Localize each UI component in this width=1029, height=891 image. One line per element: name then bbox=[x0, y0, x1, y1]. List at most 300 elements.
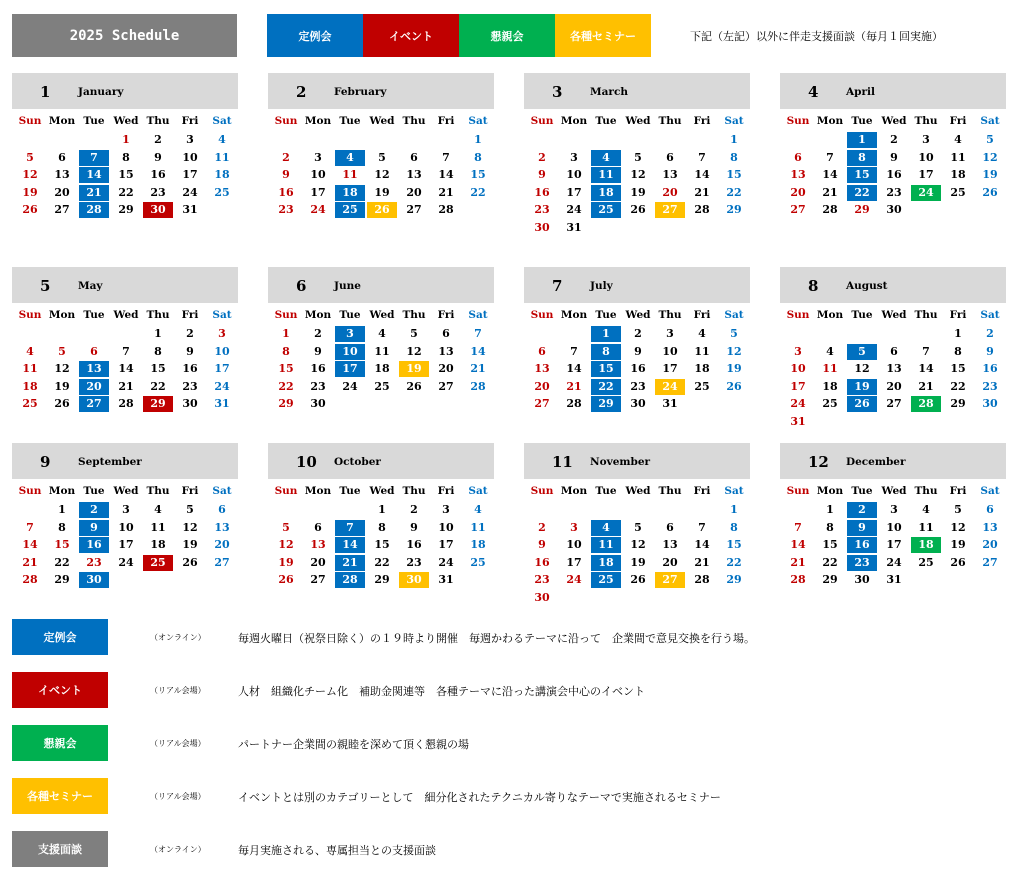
day: 14 bbox=[470, 344, 486, 358]
weekday-thu: Thu bbox=[658, 309, 682, 321]
weekday-mon: Mon bbox=[48, 485, 76, 497]
month-january bbox=[12, 73, 238, 216]
month-august bbox=[780, 267, 1006, 428]
weekday-wed: Wed bbox=[113, 309, 139, 321]
day: 12 bbox=[630, 538, 646, 551]
day: 25 bbox=[22, 397, 38, 410]
day: 6 bbox=[90, 344, 98, 358]
weekday-thu: Thu bbox=[402, 309, 426, 321]
day: 6 bbox=[314, 520, 322, 534]
day: 5 bbox=[730, 327, 738, 340]
day-teirei: 4 bbox=[335, 150, 365, 166]
day: 18 bbox=[150, 538, 166, 551]
day: 9 bbox=[282, 168, 290, 181]
day: 14 bbox=[694, 168, 710, 181]
weekday-mon: Mon bbox=[816, 309, 844, 321]
day: 15 bbox=[54, 538, 70, 551]
weekday-mon: Mon bbox=[48, 309, 76, 321]
day: 26 bbox=[22, 203, 38, 216]
day: 19 bbox=[950, 538, 966, 551]
day: 23 bbox=[630, 379, 646, 393]
day: 4 bbox=[218, 133, 226, 146]
day: 24 bbox=[118, 555, 134, 569]
day: 20 bbox=[662, 555, 678, 569]
month-february bbox=[268, 73, 494, 216]
day: 8 bbox=[154, 344, 162, 358]
day: 8 bbox=[730, 520, 738, 534]
weekday-mon: Mon bbox=[816, 115, 844, 127]
day: 26 bbox=[630, 573, 646, 586]
day: 13 bbox=[214, 520, 230, 534]
category-seminar-description: イベントとは別のカテゴリーとして 細分化されたテクニカル寄りなテーマで実施されるセミナー bbox=[238, 791, 721, 804]
day: 6 bbox=[890, 344, 898, 358]
day: 28 bbox=[566, 397, 582, 410]
day: 5 bbox=[58, 344, 66, 358]
day: 21 bbox=[566, 379, 582, 393]
month-number: 11 bbox=[552, 453, 573, 471]
day-teirei: 14 bbox=[335, 537, 365, 553]
day: 28 bbox=[694, 573, 710, 586]
day: 23 bbox=[182, 379, 198, 393]
day: 7 bbox=[826, 150, 834, 164]
day: 21 bbox=[22, 555, 38, 569]
day: 13 bbox=[982, 520, 998, 534]
day: 15 bbox=[726, 538, 742, 551]
month-name: September bbox=[78, 456, 142, 468]
day-teirei: 2 bbox=[79, 502, 109, 518]
day: 16 bbox=[630, 362, 646, 375]
month-header bbox=[524, 267, 750, 303]
day-konshin: 18 bbox=[911, 537, 941, 553]
day: 7 bbox=[474, 327, 482, 340]
day: 25 bbox=[214, 185, 230, 199]
day: 12 bbox=[22, 168, 38, 181]
month-october bbox=[268, 443, 494, 586]
day: 9 bbox=[410, 520, 418, 534]
day: 26 bbox=[726, 379, 742, 393]
day: 9 bbox=[986, 344, 994, 358]
month-name: June bbox=[334, 280, 361, 292]
day: 20 bbox=[54, 185, 70, 199]
day: 17 bbox=[438, 538, 454, 551]
day: 19 bbox=[982, 168, 998, 181]
month-july bbox=[524, 267, 750, 410]
day: 17 bbox=[566, 555, 582, 569]
day: 23 bbox=[886, 185, 902, 199]
day: 3 bbox=[794, 344, 802, 358]
day: 20 bbox=[790, 185, 806, 199]
day: 29 bbox=[54, 573, 70, 586]
day: 23 bbox=[278, 203, 294, 216]
category-konshin-mode: （リアル会場） bbox=[150, 739, 206, 748]
day-teirei: 26 bbox=[847, 396, 877, 412]
day: 21 bbox=[438, 185, 454, 199]
weekday-sat: Sat bbox=[212, 115, 232, 127]
weekday-sun: Sun bbox=[530, 115, 554, 127]
day: 13 bbox=[438, 344, 454, 358]
day: 6 bbox=[986, 503, 994, 516]
day: 1 bbox=[378, 503, 386, 516]
month-number: 5 bbox=[40, 277, 51, 295]
day: 19 bbox=[182, 538, 198, 551]
day-teirei: 14 bbox=[79, 167, 109, 183]
day: 14 bbox=[918, 362, 934, 375]
day-teirei: 4 bbox=[591, 520, 621, 536]
day-seminar: 30 bbox=[399, 572, 429, 588]
day: 5 bbox=[26, 150, 34, 164]
day-teirei: 23 bbox=[847, 555, 877, 571]
day: 15 bbox=[470, 168, 486, 181]
day: 26 bbox=[406, 379, 422, 393]
weekday-fri: Fri bbox=[437, 309, 455, 321]
day: 19 bbox=[22, 185, 38, 199]
day-seminar: 26 bbox=[367, 202, 397, 218]
day: 22 bbox=[726, 555, 742, 569]
day: 26 bbox=[278, 573, 294, 586]
day: 11 bbox=[950, 150, 966, 164]
day: 17 bbox=[310, 185, 326, 199]
day: 29 bbox=[278, 397, 294, 410]
category-event-badge: イベント bbox=[12, 672, 108, 708]
weekday-wed: Wed bbox=[369, 115, 395, 127]
day: 16 bbox=[310, 362, 326, 375]
day: 24 bbox=[310, 203, 326, 216]
day: 12 bbox=[54, 362, 70, 375]
month-may bbox=[12, 267, 238, 410]
day: 16 bbox=[278, 185, 294, 199]
day: 22 bbox=[822, 555, 838, 569]
day: 30 bbox=[982, 397, 998, 410]
day: 22 bbox=[374, 555, 390, 569]
day: 4 bbox=[26, 344, 34, 358]
day: 13 bbox=[310, 538, 326, 551]
day: 20 bbox=[406, 185, 422, 199]
category-shien-mode: （オンライン） bbox=[150, 845, 206, 854]
weekday-wed: Wed bbox=[113, 485, 139, 497]
day: 11 bbox=[214, 150, 230, 164]
weekday-thu: Thu bbox=[914, 485, 938, 497]
legend-event: イベント bbox=[363, 14, 459, 57]
weekday-wed: Wed bbox=[881, 309, 907, 321]
day: 10 bbox=[182, 150, 198, 164]
day: 13 bbox=[534, 362, 550, 375]
day-teirei: 29 bbox=[591, 396, 621, 412]
day-teirei: 11 bbox=[591, 167, 621, 183]
month-header bbox=[780, 267, 1006, 303]
weekday-sun: Sun bbox=[530, 485, 554, 497]
day: 6 bbox=[58, 150, 66, 164]
day: 23 bbox=[150, 185, 166, 199]
day: 11 bbox=[22, 362, 38, 375]
day: 5 bbox=[986, 133, 994, 146]
day: 19 bbox=[54, 379, 70, 393]
weekday-mon: Mon bbox=[304, 115, 332, 127]
category-teirei-badge: 定例会 bbox=[12, 619, 108, 655]
category-shien-badge: 支援面談 bbox=[12, 831, 108, 867]
day: 6 bbox=[538, 344, 546, 358]
day: 27 bbox=[310, 573, 326, 586]
day: 14 bbox=[438, 168, 454, 181]
weekday-wed: Wed bbox=[625, 115, 651, 127]
weekday-tue: Tue bbox=[851, 309, 873, 321]
month-header bbox=[524, 73, 750, 109]
day: 10 bbox=[214, 344, 230, 358]
day: 26 bbox=[950, 555, 966, 569]
day-teirei: 7 bbox=[335, 520, 365, 536]
weekday-sat: Sat bbox=[724, 115, 744, 127]
day: 15 bbox=[278, 362, 294, 375]
weekday-mon: Mon bbox=[560, 115, 588, 127]
day: 29 bbox=[950, 397, 966, 410]
month-december bbox=[780, 443, 1006, 586]
day: 12 bbox=[854, 362, 870, 375]
day: 10 bbox=[118, 520, 134, 534]
day: 17 bbox=[118, 538, 134, 551]
day: 12 bbox=[950, 520, 966, 534]
category-event-description: 人材 組織化チーム化 補助金関連等 各種テーマに沿った講演会中心のイベント bbox=[238, 685, 645, 698]
day: 7 bbox=[570, 344, 578, 358]
weekday-thu: Thu bbox=[658, 485, 682, 497]
weekday-fri: Fri bbox=[693, 485, 711, 497]
day: 31 bbox=[182, 203, 198, 216]
day: 2 bbox=[314, 327, 322, 340]
day: 30 bbox=[854, 573, 870, 586]
weekday-fri: Fri bbox=[693, 115, 711, 127]
day-teirei: 11 bbox=[591, 537, 621, 553]
day-teirei: 5 bbox=[847, 344, 877, 360]
weekday-mon: Mon bbox=[48, 115, 76, 127]
day: 11 bbox=[918, 520, 934, 534]
day: 4 bbox=[474, 503, 482, 516]
weekday-wed: Wed bbox=[625, 309, 651, 321]
day: 12 bbox=[278, 538, 294, 551]
day: 8 bbox=[954, 344, 962, 358]
day-teirei: 30 bbox=[79, 572, 109, 588]
weekday-sat: Sat bbox=[724, 309, 744, 321]
day-teirei: 19 bbox=[847, 379, 877, 395]
day: 17 bbox=[790, 379, 806, 393]
day: 11 bbox=[694, 344, 710, 358]
day: 10 bbox=[790, 362, 806, 375]
day: 9 bbox=[154, 150, 162, 164]
day: 24 bbox=[566, 203, 582, 216]
day: 5 bbox=[410, 327, 418, 340]
day: 14 bbox=[566, 362, 582, 375]
weekday-sat: Sat bbox=[980, 309, 1000, 321]
day: 17 bbox=[214, 362, 230, 375]
day: 16 bbox=[182, 362, 198, 375]
month-number: 12 bbox=[808, 453, 829, 471]
weekday-fri: Fri bbox=[949, 115, 967, 127]
day: 11 bbox=[822, 362, 838, 375]
month-april bbox=[780, 73, 1006, 216]
day: 8 bbox=[378, 520, 386, 534]
day-seminar: 24 bbox=[655, 379, 685, 395]
day-teirei: 21 bbox=[335, 555, 365, 571]
day: 3 bbox=[442, 503, 450, 516]
day-teirei: 10 bbox=[335, 344, 365, 360]
day-teirei: 4 bbox=[591, 150, 621, 166]
day: 23 bbox=[310, 379, 326, 393]
day: 12 bbox=[630, 168, 646, 181]
weekday-tue: Tue bbox=[83, 115, 105, 127]
day-teirei: 25 bbox=[591, 202, 621, 218]
day: 28 bbox=[118, 397, 134, 410]
day: 5 bbox=[378, 150, 386, 164]
month-name: May bbox=[78, 280, 103, 292]
day: 25 bbox=[822, 397, 838, 410]
day: 7 bbox=[698, 150, 706, 164]
day: 4 bbox=[954, 133, 962, 146]
day: 1 bbox=[730, 503, 738, 516]
day: 21 bbox=[918, 379, 934, 393]
day: 20 bbox=[438, 362, 454, 375]
day: 25 bbox=[918, 555, 934, 569]
day: 25 bbox=[694, 379, 710, 393]
day: 18 bbox=[214, 168, 230, 181]
day-seminar: 19 bbox=[399, 361, 429, 377]
day: 12 bbox=[374, 168, 390, 181]
day-event: 29 bbox=[143, 396, 173, 412]
day: 14 bbox=[790, 538, 806, 551]
weekday-sun: Sun bbox=[18, 309, 42, 321]
day: 19 bbox=[630, 555, 646, 569]
weekday-tue: Tue bbox=[339, 115, 361, 127]
day: 1 bbox=[154, 327, 162, 340]
day-teirei: 9 bbox=[847, 520, 877, 536]
month-header bbox=[12, 267, 238, 303]
weekday-sun: Sun bbox=[274, 309, 298, 321]
weekday-fri: Fri bbox=[437, 485, 455, 497]
day: 27 bbox=[534, 397, 550, 410]
weekday-tue: Tue bbox=[83, 309, 105, 321]
weekday-wed: Wed bbox=[625, 485, 651, 497]
month-name: April bbox=[846, 86, 875, 98]
day: 28 bbox=[470, 379, 486, 393]
day: 1 bbox=[282, 327, 290, 340]
weekday-sun: Sun bbox=[274, 485, 298, 497]
day: 16 bbox=[982, 362, 998, 375]
day: 31 bbox=[790, 414, 806, 428]
weekday-fri: Fri bbox=[181, 485, 199, 497]
day: 3 bbox=[186, 133, 194, 146]
day-teirei: 21 bbox=[79, 185, 109, 201]
month-september bbox=[12, 443, 238, 586]
day: 8 bbox=[474, 150, 482, 164]
weekday-sat: Sat bbox=[980, 115, 1000, 127]
day: 21 bbox=[694, 185, 710, 199]
day: 14 bbox=[22, 538, 38, 551]
day: 22 bbox=[150, 379, 166, 393]
day: 8 bbox=[282, 344, 290, 358]
day: 19 bbox=[726, 362, 742, 375]
day: 24 bbox=[566, 573, 582, 586]
weekday-sat: Sat bbox=[724, 485, 744, 497]
day: 2 bbox=[186, 327, 194, 340]
day-teirei: 22 bbox=[847, 185, 877, 201]
day: 1 bbox=[954, 327, 962, 340]
day: 21 bbox=[470, 362, 486, 375]
day: 22 bbox=[118, 185, 134, 199]
weekday-thu: Thu bbox=[146, 309, 170, 321]
day: 20 bbox=[662, 185, 678, 199]
month-number: 1 bbox=[40, 83, 51, 101]
day: 27 bbox=[790, 203, 806, 216]
day: 23 bbox=[982, 379, 998, 393]
day-teirei: 15 bbox=[847, 167, 877, 183]
day: 5 bbox=[282, 520, 290, 534]
weekday-thu: Thu bbox=[914, 309, 938, 321]
day: 7 bbox=[698, 520, 706, 534]
day: 30 bbox=[630, 397, 646, 410]
weekday-fri: Fri bbox=[181, 115, 199, 127]
weekday-sat: Sat bbox=[980, 485, 1000, 497]
day: 3 bbox=[666, 327, 674, 340]
month-name: February bbox=[334, 86, 387, 98]
day: 16 bbox=[406, 538, 422, 551]
day: 8 bbox=[58, 520, 66, 534]
month-march bbox=[524, 73, 750, 234]
month-name: October bbox=[334, 456, 381, 468]
category-konshin-description: パートナー企業間の親睦を深めて頂く懇親の場 bbox=[238, 738, 469, 751]
weekday-sun: Sun bbox=[18, 485, 42, 497]
day: 29 bbox=[854, 203, 870, 216]
day: 8 bbox=[826, 520, 834, 534]
month-number: 9 bbox=[40, 453, 51, 471]
day: 15 bbox=[950, 362, 966, 375]
weekday-sun: Sun bbox=[786, 115, 810, 127]
day: 29 bbox=[726, 203, 742, 216]
weekday-sun: Sun bbox=[274, 115, 298, 127]
day: 28 bbox=[22, 573, 38, 586]
day-teirei: 8 bbox=[591, 344, 621, 360]
day-teirei: 17 bbox=[335, 361, 365, 377]
month-number: 2 bbox=[296, 83, 307, 101]
day: 22 bbox=[54, 555, 70, 569]
weekday-wed: Wed bbox=[881, 485, 907, 497]
weekday-sun: Sun bbox=[786, 485, 810, 497]
day: 4 bbox=[922, 503, 930, 516]
day-teirei: 25 bbox=[591, 572, 621, 588]
day: 10 bbox=[438, 520, 454, 534]
day: 23 bbox=[534, 203, 550, 216]
legend-seminar: 各種セミナー bbox=[555, 14, 651, 57]
day: 27 bbox=[406, 203, 422, 216]
day-teirei: 1 bbox=[591, 326, 621, 342]
day: 20 bbox=[886, 379, 902, 393]
day: 4 bbox=[698, 327, 706, 340]
legend-teirei: 定例会 bbox=[267, 14, 363, 57]
month-name: August bbox=[846, 280, 888, 292]
day: 1 bbox=[730, 133, 738, 146]
day: 5 bbox=[186, 503, 194, 516]
day: 31 bbox=[662, 397, 678, 410]
day: 11 bbox=[342, 168, 358, 181]
day: 28 bbox=[790, 573, 806, 586]
day: 7 bbox=[794, 520, 802, 534]
day: 4 bbox=[154, 503, 162, 516]
day: 26 bbox=[982, 185, 998, 199]
day: 8 bbox=[122, 150, 130, 164]
month-name: January bbox=[78, 86, 124, 98]
day: 1 bbox=[122, 133, 130, 146]
day: 23 bbox=[86, 555, 102, 569]
day: 17 bbox=[886, 538, 902, 551]
month-name: March bbox=[590, 86, 628, 98]
weekday-thu: Thu bbox=[914, 115, 938, 127]
weekday-tue: Tue bbox=[83, 485, 105, 497]
day-teirei: 3 bbox=[335, 326, 365, 342]
